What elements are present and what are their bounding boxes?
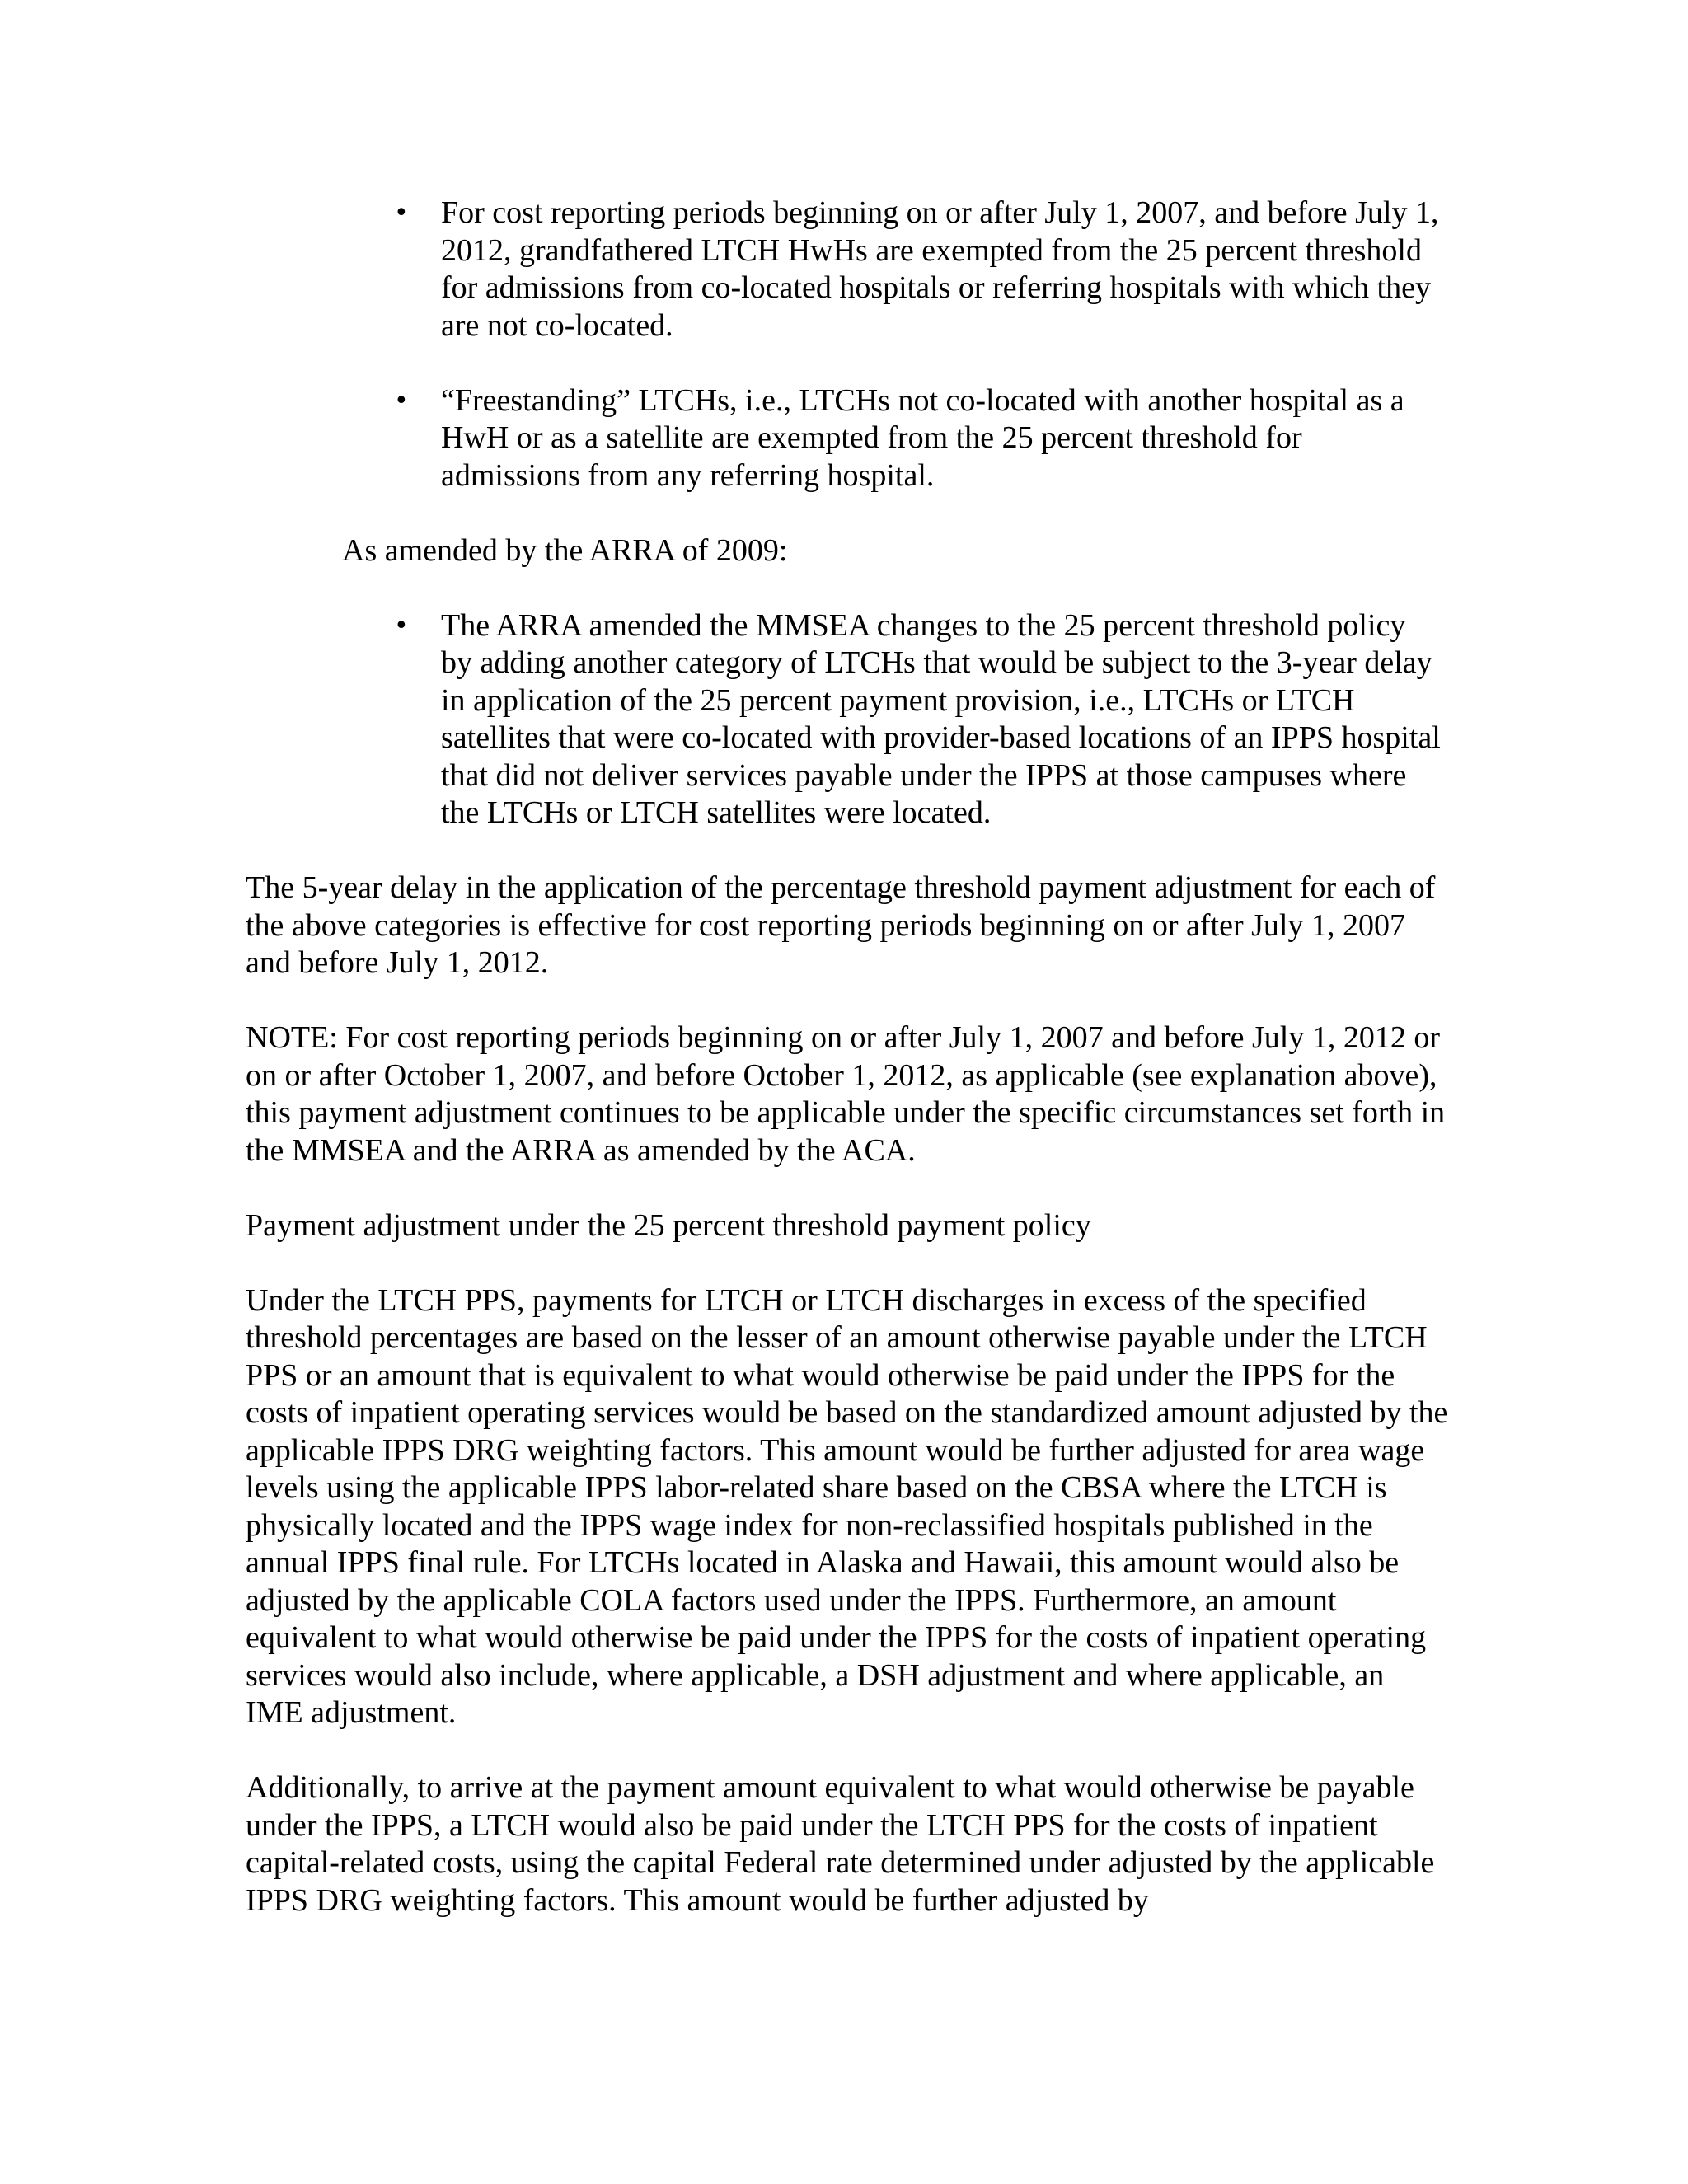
bullet-item-grandfathered-hwh (246, 194, 1442, 344)
spacer (246, 1244, 1449, 1282)
spacer (246, 982, 1449, 1020)
bullet-list-arra (246, 607, 1449, 832)
page-content (246, 194, 1449, 1919)
bullet-icon: • (394, 199, 409, 227)
bullet-item-arra-amendment (246, 607, 1442, 832)
spacer (246, 1732, 1449, 1770)
spacer (246, 569, 1449, 607)
paragraph-delay: The 5-year delay in the application of the percentage threshold payment adjustment for each of the above categories is effective for cost reporting periods beginning on or after July 1, 2007 and before July 1, 2012. (246, 870, 1436, 980)
spacer (246, 1169, 1449, 1207)
bullet-icon: • (394, 611, 409, 640)
section-heading: Payment adjustment under the 25 percent threshold payment policy (246, 1207, 1091, 1243)
bullet-item-freestanding-ltch (246, 382, 1442, 495)
bullet-text: For cost reporting periods beginning on or after July 1, 2007, and before July 1, 2012, grandfathered LTCH HwHs are exempted from the 25 percent threshold for admissions from co-located hospitals or referring hospitals with which they are not co-located. (441, 195, 1439, 343)
spacer (246, 832, 1449, 870)
paragraph-additionally: Additionally, to arrive at the payment amount equivalent to what would otherwise be payable under the IPPS, a LTCH would also be paid under the LTCH PPS for the costs of inpatient capital-related costs, using the capital Federal rate determined under adjusted by the applicable IPPS DRG weighting factors. This amount would be further adjusted by (246, 1770, 1435, 1918)
bullet-text: “Freestanding” LTCHs, i.e., LTCHs not co-located with another hospital as a HwH or as a satellite are exempted from the 25 percent threshold for admissions from any referring hospital. (441, 382, 1404, 493)
bullet-list-exemptions (246, 194, 1449, 494)
spacer (246, 494, 1449, 532)
bullet-text: The ARRA amended the MMSEA changes to the 25 percent threshold policy by adding another category of LTCHs that would be subject to the 3-year delay in application of the 25 percent payment provision, i.e., LTCHs or LTCH satellites that were co-located with provider-based locations of an IPPS hospital that did not deliver services payable under the IPPS at those campuses where the LTCHs or LTCH satellites were located. (441, 607, 1441, 830)
paragraph-note: NOTE: For cost reporting periods beginning on or after July 1, 2007 and before July 1, 2012 or on or after October 1, 2007, and before October 1, 2012, as applicable (see explanation above), this payment adjustment continues to be applicable under the specific circumstances set forth in the MMSEA and the ARRA as amended by the ACA. (246, 1020, 1446, 1168)
paragraph-ltch-pps: Under the LTCH PPS, payments for LTCH or LTCH discharges in excess of the specified threshold percentages are based on the lesser of an amount otherwise payable under the LTCH PPS or an amount that is equivalent to what would otherwise be paid under the IPPS for the costs of inpatient operating services would be based on the standardized amount adjusted by the applicable IPPS DRG weighting factors. This amount would be further adjusted for area wage levels using the applicable IPPS labor-related share based on the CBSA where the LTCH is physically located and the IPPS wage index for non-reclassified hospitals published in the annual IPPS final rule. For LTCHs located in Alaska and Hawaii, this amount would also be adjusted by the applicable COLA factors used under the IPPS. Furthermore, an amount equivalent to what would otherwise be paid under the IPPS for the costs of inpatient operating services would also include, where applicable, a DSH adjustment and where applicable, an IME adjustment. (246, 1282, 1448, 1730)
bullet-icon: • (394, 386, 409, 415)
arra-heading: As amended by the ARRA of 2009: (342, 532, 788, 568)
